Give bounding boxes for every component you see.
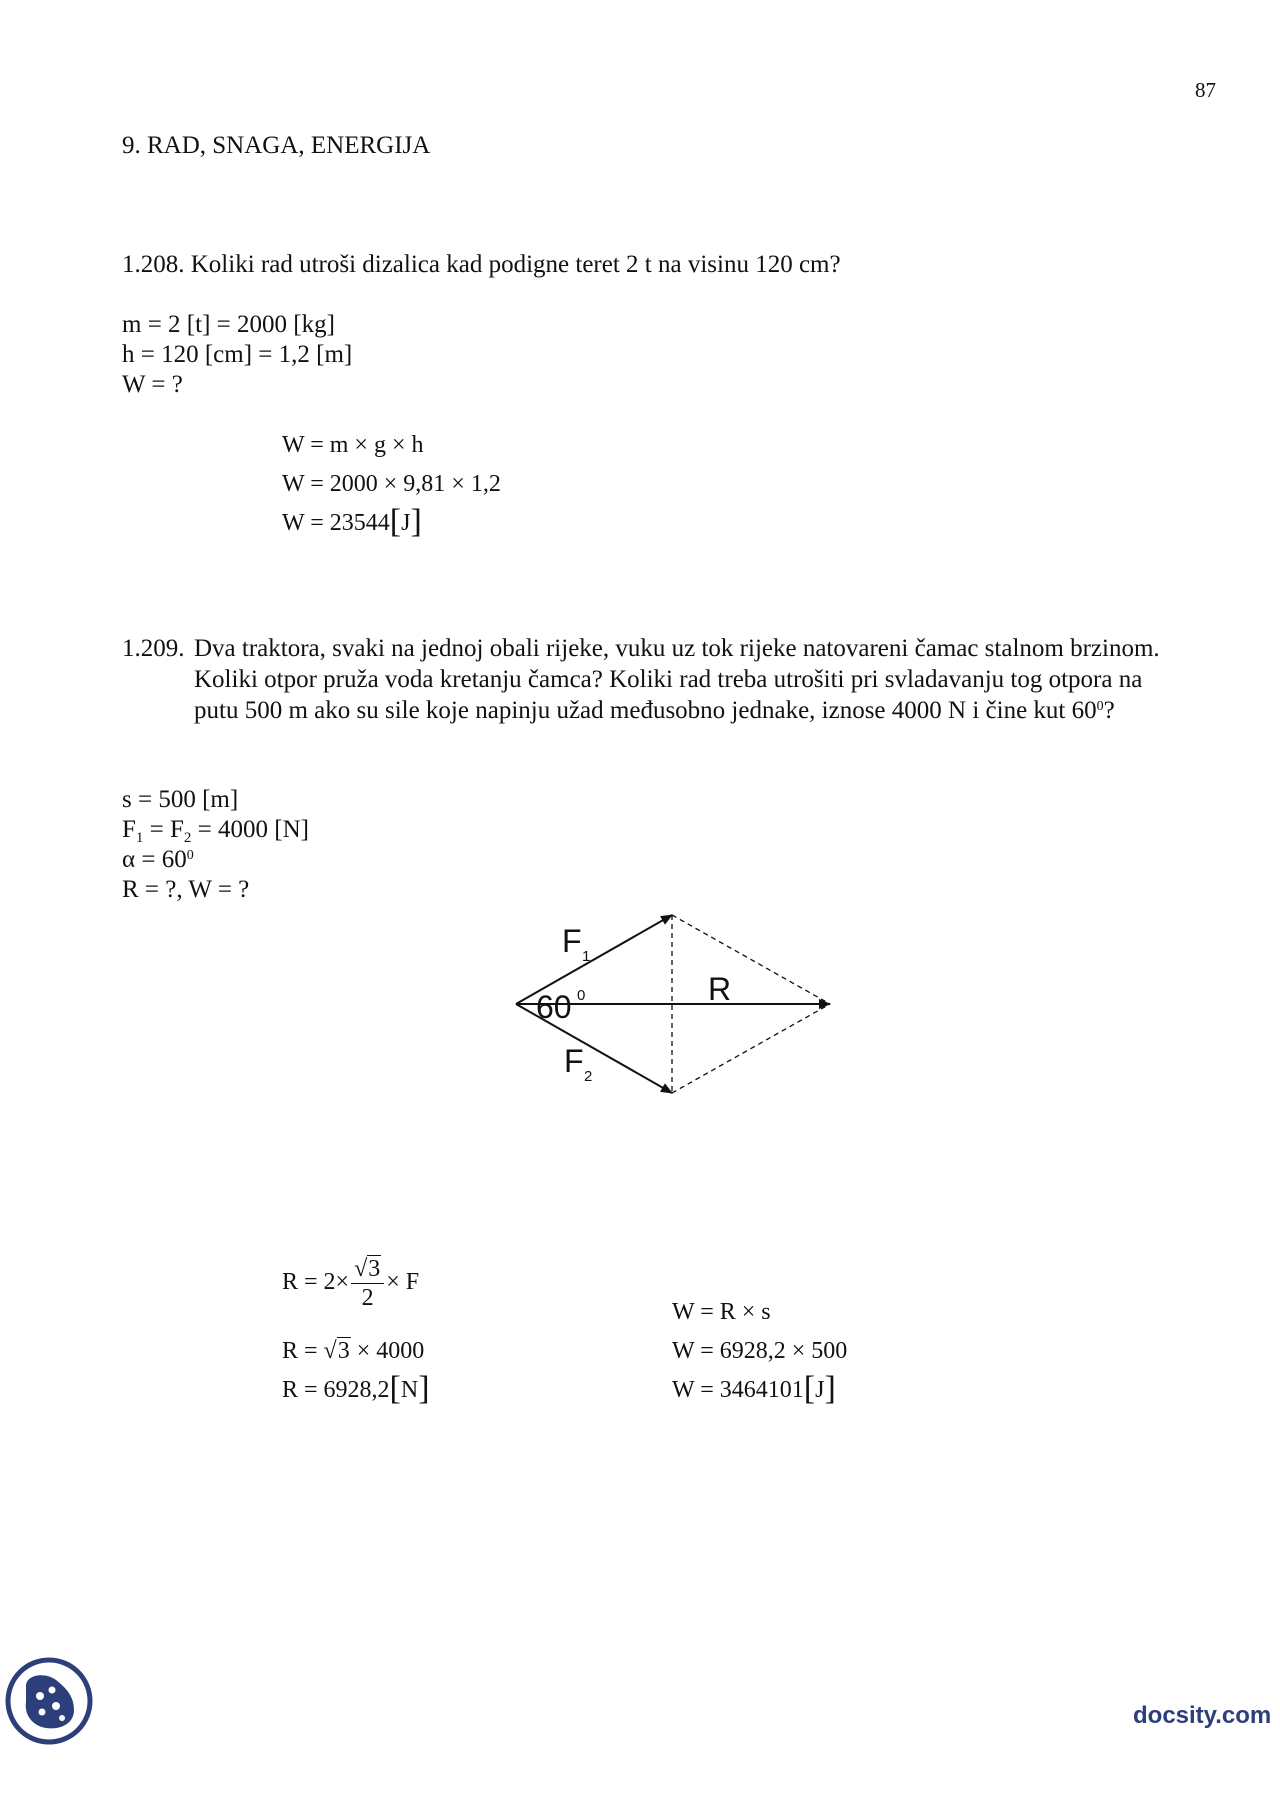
solution-r-radicand: 3 (337, 1338, 350, 1364)
page-number: 87 (1195, 78, 1216, 102)
docsity-logo-icon[interactable] (4, 1656, 94, 1746)
solution-r-prefix: R = 2× (282, 1269, 350, 1296)
solution-r-substitution: R = √3 × 4000 (282, 1338, 425, 1364)
fraction-denominator: 2 (361, 1285, 374, 1311)
force-parallelogram-diagram (500, 900, 860, 1110)
solution-r-sub-prefix: R = (282, 1338, 324, 1364)
solution-w-result-value: W = 3464101 (672, 1377, 804, 1403)
diagram-label-f1-sub: 1 (582, 948, 591, 965)
solution-r-formula (282, 1255, 419, 1312)
docsity-brand-link[interactable]: docsity.com (1133, 1702, 1272, 1729)
diagram-label-f2: F (564, 1043, 584, 1079)
problem-208-substitution: W = 2000 × 9,81 × 1,2 (282, 471, 501, 497)
sqrt3-over-2-fraction: $\frac{√3}{2}$ (351, 1255, 384, 1312)
force-subscript-2: 2 (183, 830, 192, 846)
parallelogram-dashed-edge-bottom (672, 1004, 830, 1093)
solution-r-sub-suffix: × 4000 (350, 1338, 425, 1364)
solution-w-result-unit: J (815, 1377, 825, 1403)
problem-208-given-mass: m = 2 [t] = 2000 [kg] (122, 311, 335, 338)
solution-r-result: R = 6928,2[N] (282, 1370, 430, 1407)
problem-208-result-unit: J (401, 510, 411, 536)
problem-208-formula: W = m × g × h (282, 432, 424, 458)
problem-209-given-angle (122, 845, 194, 875)
problem-209-question-line-1: Dva traktora, svaki na jednoj obali rijeke, vuku uz tok rijeke natovareni čamac stalnom brzinom. (194, 635, 1160, 662)
diagram-label-r: R (708, 971, 732, 1007)
problem-209-question-line-3-text: putu 500 m ako su sile koje napinju užad međusobno jednake, iznose 4000 N i čine kut 60 (194, 697, 1097, 724)
problem-209-question-line-3 (194, 696, 1115, 726)
angle-degree: 0 (186, 848, 194, 863)
solution-r-suffix: × F (386, 1269, 420, 1296)
degree-superscript: 0 (1096, 699, 1104, 714)
problem-209-number: 1.209. (122, 635, 185, 662)
diagram-label-f1: F (562, 923, 582, 959)
problem-209-question-mark: ? (1103, 697, 1115, 724)
solution-w-substitution: W = 6928,2 × 500 (672, 1338, 848, 1364)
problem-209-given-distance: s = 500 [m] (122, 786, 239, 813)
problem-208-given-height: h = 120 [cm] = 1,2 [m] (122, 341, 353, 368)
problem-208-question: 1.208. Koliki rad utroši dizalica kad podigne teret 2 t na visinu 120 cm? (122, 251, 841, 278)
force-label-1: F (122, 816, 136, 843)
parallelogram-dashed-edge-top (672, 915, 830, 1004)
fraction-numerator-radicand: 3 (368, 1256, 381, 1282)
diagram-label-f2-sub: 2 (584, 1068, 593, 1085)
problem-209-given-forces (122, 815, 309, 848)
solution-r-result-unit: N (400, 1377, 419, 1403)
force-subscript-1: 1 (135, 830, 144, 846)
problem-209-given-unknowns: R = ?, W = ? (122, 876, 250, 903)
force-label-2: = F (143, 816, 184, 843)
solution-w-formula: W = R × s (672, 1299, 771, 1325)
problem-208-result-value: W = 23544 (282, 510, 390, 536)
angle-value: α = 60 (122, 846, 187, 873)
diagram-label-angle-degree: 0 (577, 987, 586, 1004)
problem-208-given-unknown: W = ? (122, 371, 183, 398)
force-value: = 4000 [N] (191, 816, 309, 843)
solution-w-result: W = 3464101[J] (672, 1370, 836, 1407)
solution-r-result-value: R = 6928,2 (282, 1377, 390, 1403)
problem-208-result: W = 23544[J] (282, 503, 422, 540)
diagram-label-angle: 60 (536, 989, 572, 1025)
problem-209-question-line-2: Koliki otpor pruža voda kretanju čamca? Koliki rad treba utrošiti pri svladavanju tog otpora na (194, 666, 1143, 693)
chapter-title: 9. RAD, SNAGA, ENERGIJA (122, 132, 431, 159)
